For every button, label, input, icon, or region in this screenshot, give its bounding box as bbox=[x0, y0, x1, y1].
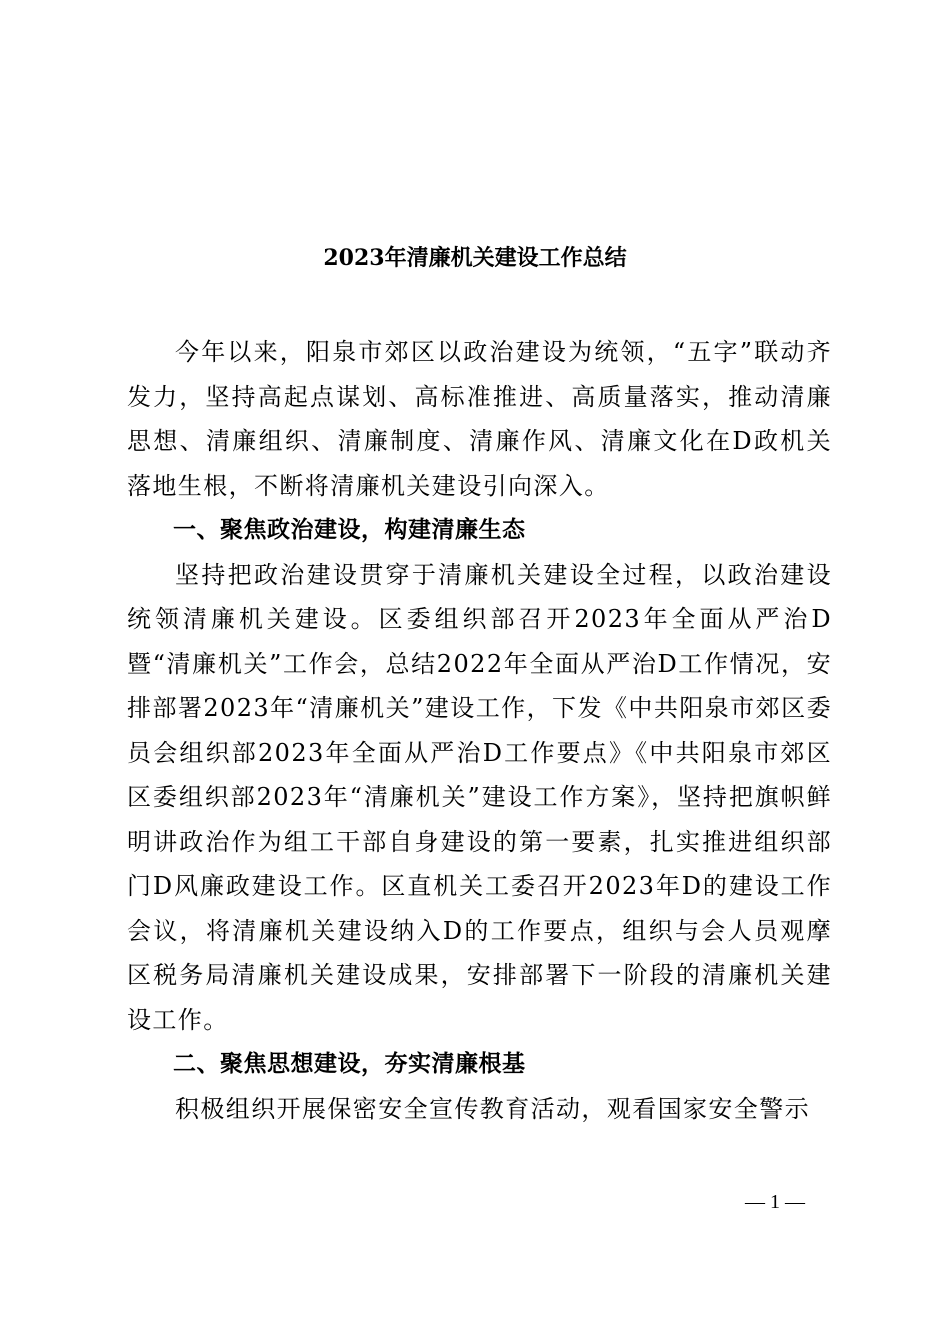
document-body bbox=[127, 330, 832, 1131]
document-title: 2023年清廉机关建设工作总结 bbox=[323, 245, 627, 271]
section-1-heading: 一、聚焦政治建设，构建清廉生态 bbox=[173, 517, 526, 543]
section-2-paragraph: 积极组织开展保密安全宣传教育活动，观看国家安全警示 bbox=[175, 1094, 810, 1123]
section-1-paragraph: 坚持把政治建设贯穿于清廉机关建设全过程，以政治建设统领清廉机关建设。区委组织部召开2023年全面从严治D暨“清廉机关”工作会，总结2022年全面从严治D工作情况，安排部署2023年“清廉机关”建设工作，下发《中共阳泉市郊区委员会组织部2023年全面从严治D工作要点》《中共阳泉市郊区区委组织部2023年“清廉机关”建设工作方案》，坚持把旗帜鲜明讲政治作为组工干部自身建设的第一要素，扎实推进组织部门D风廉政建设工作。区直机关工委召开2023年D的建设工作会议，将清廉机关建设纳入D的工作要点，组织与会人员观摩区税务局清廉机关建设成果，安排部署下一阶段的清廉机关建设工作。 bbox=[127, 560, 832, 1034]
page-number: — 1 — bbox=[745, 1191, 805, 1213]
intro-paragraph: 今年以来，阳泉市郊区以政治建设为统领，“五字”联动齐发力，坚持高起点谋划、高标准推进、高质量落实，推动清廉思想、清廉组织、清廉制度、清廉作风、清廉文化在D政机关落地生根，不断将清廉机关建设引向深入。 bbox=[127, 338, 832, 500]
section-2-heading: 二、聚焦思想建设，夯实清廉根基 bbox=[173, 1051, 526, 1077]
